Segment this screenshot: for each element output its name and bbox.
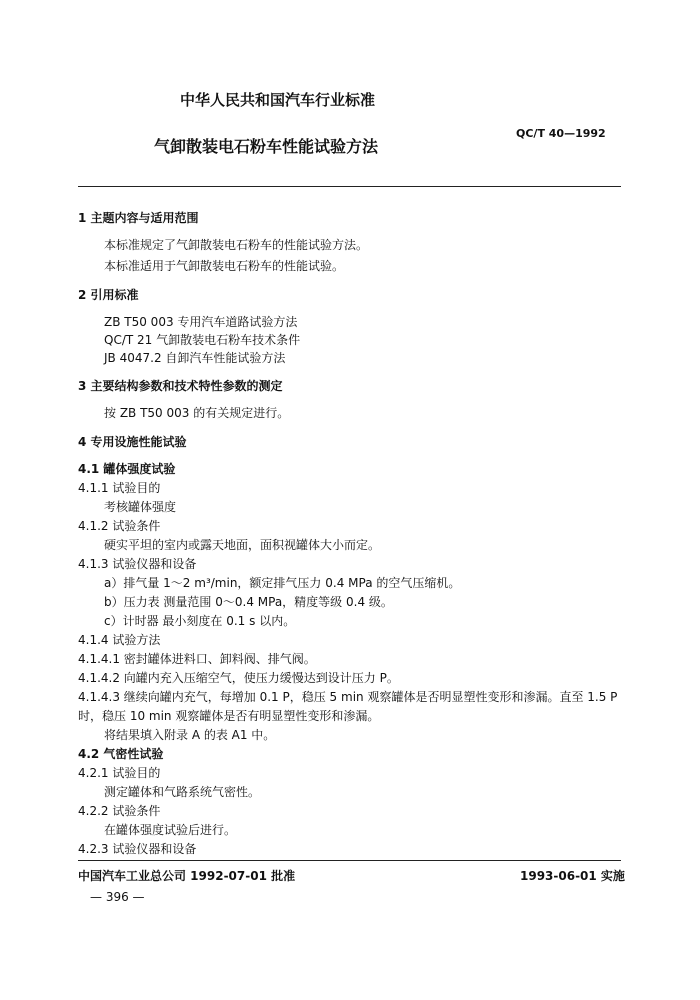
section-heading: 3 主要结构参数和技术特性参数的测定 (78, 379, 283, 393)
clause-heading: 4.1.2 试验条件 (78, 519, 161, 533)
section-heading: 1 主题内容与适用范围 (78, 211, 199, 225)
clause-text: 时，稳压 10 min 观察罐体是否有明显塑性变形和渗漏。 (78, 709, 380, 723)
clause-heading: 4.2.2 试验条件 (78, 804, 161, 818)
subsection-heading: 4.1 罐体强度试验 (78, 462, 176, 476)
section-heading: 2 引用标准 (78, 288, 139, 302)
clause-heading: 4.1.1 试验目的 (78, 481, 161, 495)
subsection-heading: 4.2 气密性试验 (78, 747, 164, 761)
clause-text: 4.1.4.3 继续向罐内充气，每增加 0.1 P，稳压 5 min 观察罐体是否明显塑性变形和渗漏。直至 1.5 P (78, 690, 618, 704)
clause-heading: 4.1.3 试验仪器和设备 (78, 557, 197, 571)
reference-item: JB 4047.2 自卸汽车性能试验方法 (104, 351, 286, 365)
list-item: c）计时器 最小刻度在 0.1 s 以内。 (104, 614, 296, 628)
clause-text: 4.1.4.2 向罐内充入压缩空气，使压力缓慢达到设计压力 P。 (78, 671, 399, 685)
section-heading: 4 专用设施性能试验 (78, 435, 187, 449)
clause-heading: 4.2.3 试验仪器和设备 (78, 842, 197, 856)
footer-rule (78, 860, 621, 861)
page-number: — 396 — (90, 890, 145, 904)
effective-date: 1993-06-01 实施 (520, 869, 625, 883)
paragraph: 在罐体强度试验后进行。 (104, 823, 237, 837)
document-title: 气卸散装电石粉车性能试验方法 (154, 137, 379, 156)
clause-heading: 4.1.4 试验方法 (78, 633, 161, 647)
clause-text: 4.1.4.1 密封罐体进料口、卸料阀、排气阀。 (78, 652, 316, 666)
paragraph: 本标准规定了气卸散装电石粉车的性能试验方法。 (104, 238, 369, 252)
org-standard-heading: 中华人民共和国汽车行业标准 (180, 91, 376, 109)
list-item: a）排气量 1～2 m³/min，额定排气压力 0.4 MPa 的空气压缩机。 (104, 576, 461, 590)
reference-item: ZB T50 003 专用汽车道路试验方法 (104, 315, 298, 329)
paragraph: 考核罐体强度 (104, 500, 177, 514)
standard-number: QC/T 40—1992 (516, 127, 606, 140)
paragraph: 硬实平坦的室内或露天地面，面积视罐体大小而定。 (104, 538, 381, 552)
clause-heading: 4.2.1 试验目的 (78, 766, 161, 780)
paragraph: 将结果填入附录 A 的表 A1 中。 (104, 728, 276, 742)
list-item: b）压力表 测量范围 0～0.4 MPa，精度等级 0.4 级。 (104, 595, 393, 609)
reference-item: QC/T 21 气卸散装电石粉车技术条件 (104, 333, 301, 347)
paragraph: 测定罐体和气路系统气密性。 (104, 785, 261, 799)
header-rule (78, 186, 621, 187)
approval-line: 中国汽车工业总公司 1992-07-01 批准 (78, 869, 296, 883)
paragraph: 本标准适用于气卸散装电石粉车的性能试验。 (104, 259, 345, 273)
paragraph: 按 ZB T50 003 的有关规定进行。 (104, 406, 290, 420)
